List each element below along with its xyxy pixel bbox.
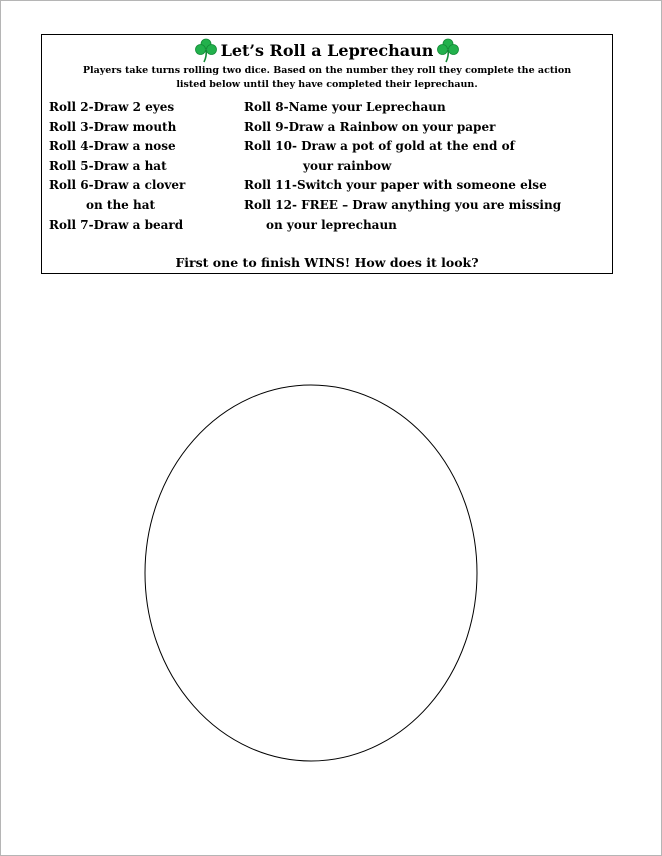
rule-roll-8: Roll 8-Name your Leprechaun (244, 100, 446, 114)
rule-roll-5: Roll 5-Draw a hat (49, 158, 167, 173)
intro-line: Players take turns rolling two dice. Based on the number they roll they complete the action (82, 65, 572, 76)
rule-roll-4: Roll 4-Draw a nose (49, 139, 176, 154)
footer-text: First one to finish WINS! How does it look? (175, 255, 479, 270)
rule-roll-10: Roll 10- Draw a pot of gold at the end of (244, 139, 515, 154)
rule-roll-12: Roll 12- FREE – Draw anything you are missing (244, 197, 562, 212)
face-oval (145, 385, 477, 761)
rule-roll-6: Roll 6-Draw a clover (49, 178, 186, 193)
rule-roll-2: Roll 2-Draw 2 eyes (49, 100, 175, 114)
page-title: Let’s Roll a Leprechaun (220, 40, 434, 60)
rule-roll-11: Roll 11-Switch your paper with someone else (244, 178, 547, 193)
rule-roll-10-continued: your rainbow (303, 158, 392, 173)
rule-roll-12-continued: on your leprechaun (266, 217, 397, 232)
intro-line: listed below until they have completed their leprechaun. (176, 79, 478, 90)
rule-roll-3: Roll 3-Draw mouth (49, 119, 177, 134)
face-outline (1, 1, 661, 855)
rule-roll-6-continued: on the hat (86, 197, 156, 212)
rule-roll-7: Roll 7-Draw a beard (49, 217, 184, 232)
rule-roll-9: Roll 9-Draw a Rainbow on your paper (244, 119, 496, 134)
